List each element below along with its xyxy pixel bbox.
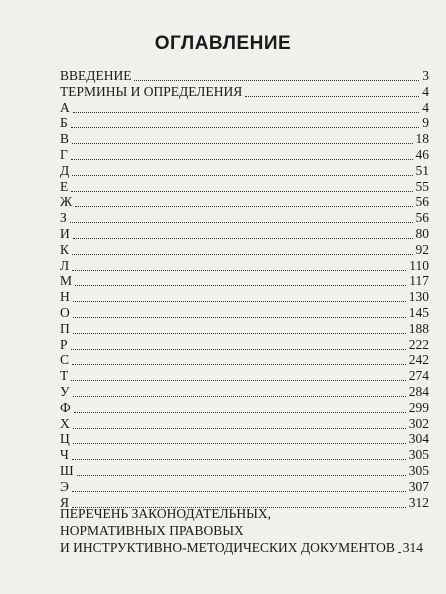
dot-leader [72, 175, 413, 176]
toc-entry-page: 314 [402, 540, 423, 555]
toc-entry [0, 447, 446, 463]
toc-entry-label: П [60, 320, 70, 336]
dot-leader [71, 127, 419, 128]
dot-leader [72, 459, 406, 460]
toc-entry-label: Э [60, 478, 69, 494]
toc-entry-label: ТЕРМИНЫ И ОПРЕДЕЛЕНИЯ [60, 83, 243, 99]
toc-entry [0, 131, 446, 147]
toc-entry-label: Т [60, 368, 69, 384]
toc-entry [0, 84, 446, 100]
dot-leader [71, 380, 406, 381]
dot-leader [74, 412, 406, 413]
dot-leader [72, 270, 406, 271]
toc-entry-page: 56 [415, 194, 429, 210]
toc-entry [0, 273, 446, 289]
toc-entry-line: И ИНСТРУКТИВНО-МЕТОДИЧЕСКИХ ДОКУМЕНТОВ [60, 540, 395, 555]
toc-entry [0, 115, 446, 131]
toc-entry-page: 222 [408, 336, 429, 352]
toc-entry-page: 18 [415, 131, 429, 147]
toc-entry [0, 179, 446, 195]
toc-entry [0, 258, 446, 274]
toc-entry-line-last [60, 539, 440, 556]
toc-entry-page: 145 [408, 305, 429, 320]
toc-entry [0, 242, 446, 258]
toc-entry-label: Д [60, 162, 70, 178]
dot-leader [134, 80, 419, 81]
toc-entry-page: 304 [408, 431, 429, 447]
toc-entry [0, 321, 446, 337]
toc-entry-page: 299 [408, 399, 429, 415]
dot-leader [72, 254, 413, 255]
toc-entry-label: М [60, 273, 73, 289]
toc-entry-label: В [60, 131, 70, 147]
toc-entry [0, 431, 446, 447]
toc-entry-page: 9 [422, 115, 429, 131]
dot-leader [73, 112, 419, 113]
toc-entry-label: Г [60, 147, 68, 162]
dot-leader [71, 349, 406, 350]
toc-entry [0, 305, 446, 321]
toc-entry-label: Ж [60, 194, 73, 210]
toc-entry-documents-list [60, 505, 440, 556]
toc-entry-label: Я [60, 494, 70, 510]
toc-entry-label: О [60, 305, 70, 320]
toc-entry-page: 312 [408, 494, 429, 510]
toc-entry-page: 110 [409, 257, 429, 273]
toc-entry [0, 100, 446, 116]
dot-leader [72, 143, 413, 144]
toc-entry [0, 479, 446, 495]
toc-entry-label: А [60, 99, 70, 115]
dot-leader [70, 222, 413, 223]
toc-entry [0, 352, 446, 368]
toc-entry-page: 117 [409, 273, 429, 289]
toc-entry-page: 4 [422, 99, 429, 115]
toc-entry [0, 68, 446, 84]
toc-entry-page: 3 [422, 68, 429, 83]
dot-leader [73, 238, 413, 239]
dot-leader [73, 428, 406, 429]
toc-entry [0, 147, 446, 163]
dot-leader [73, 333, 406, 334]
toc-entry-page: 305 [408, 447, 429, 463]
toc-entry-page: 4 [422, 83, 429, 99]
toc-entry-page: 188 [408, 320, 429, 336]
toc-entry-label: Ф [60, 399, 71, 415]
toc-entry-label: Ц [60, 431, 70, 447]
toc-entry [0, 163, 446, 179]
toc-entry [0, 337, 446, 353]
toc-entry-page: 284 [408, 384, 429, 399]
dot-leader [71, 159, 413, 160]
toc-entry-page: 274 [408, 368, 429, 384]
dot-leader [71, 191, 413, 192]
toc-entry-page: 80 [415, 226, 429, 241]
toc-entry-label: Р [60, 336, 68, 352]
toc-entry-page: 56 [415, 210, 429, 226]
dot-leader [73, 301, 406, 302]
toc-entry-page: 307 [408, 478, 429, 494]
toc-entry-page: 130 [408, 289, 429, 305]
toc-entry [0, 368, 446, 384]
toc-entry-page: 46 [415, 147, 429, 162]
toc-entry-label: Н [60, 289, 70, 305]
dot-leader [73, 317, 406, 318]
toc-entry-label: Ш [60, 463, 74, 478]
toc-entry-label: Е [60, 178, 69, 194]
toc-entry-label: У [60, 384, 70, 399]
toc-entry-page: 55 [415, 178, 429, 194]
dot-leader [73, 443, 406, 444]
toc-entry-label: Л [60, 257, 70, 273]
toc-entry [0, 226, 446, 242]
toc-entry-label: ВВЕДЕНИЕ [60, 68, 132, 83]
toc-entry-label: К [60, 241, 70, 257]
toc-entry-label: З [60, 210, 67, 226]
dot-leader [73, 396, 406, 397]
toc-entry-label: С [60, 352, 70, 368]
toc-entry-label: Б [60, 115, 68, 131]
toc-entry [0, 210, 446, 226]
dot-leader [245, 96, 419, 97]
dot-leader [398, 552, 400, 553]
toc-entry-page: 51 [415, 162, 429, 178]
dot-leader [75, 206, 413, 207]
toc-entry-page: 92 [415, 241, 429, 257]
toc-entry-page: 305 [408, 463, 429, 478]
toc-entry-line: ПЕРЕЧЕНЬ ЗАКОНОДАТЕЛЬНЫХ, [60, 506, 272, 521]
toc-entry [0, 194, 446, 210]
toc-entry [0, 416, 446, 432]
dot-leader [72, 364, 406, 365]
toc-entry [0, 289, 446, 305]
toc-entry-page: 242 [408, 352, 429, 368]
toc-entry-page: 302 [408, 415, 429, 431]
dot-leader [75, 285, 406, 286]
toc-entry [0, 463, 446, 479]
dot-leader [72, 491, 406, 492]
toc-entry-line: НОРМАТИВНЫХ ПРАВОВЫХ [60, 523, 244, 538]
toc-heading: ОГЛАВЛЕНИЕ [154, 33, 292, 54]
toc-entry-label: Х [60, 415, 70, 431]
toc-entry [0, 400, 446, 416]
toc-entry-label: Ч [60, 447, 69, 463]
dot-leader [77, 475, 406, 476]
toc-entry [0, 384, 446, 400]
toc-entry-label: И [60, 226, 70, 241]
